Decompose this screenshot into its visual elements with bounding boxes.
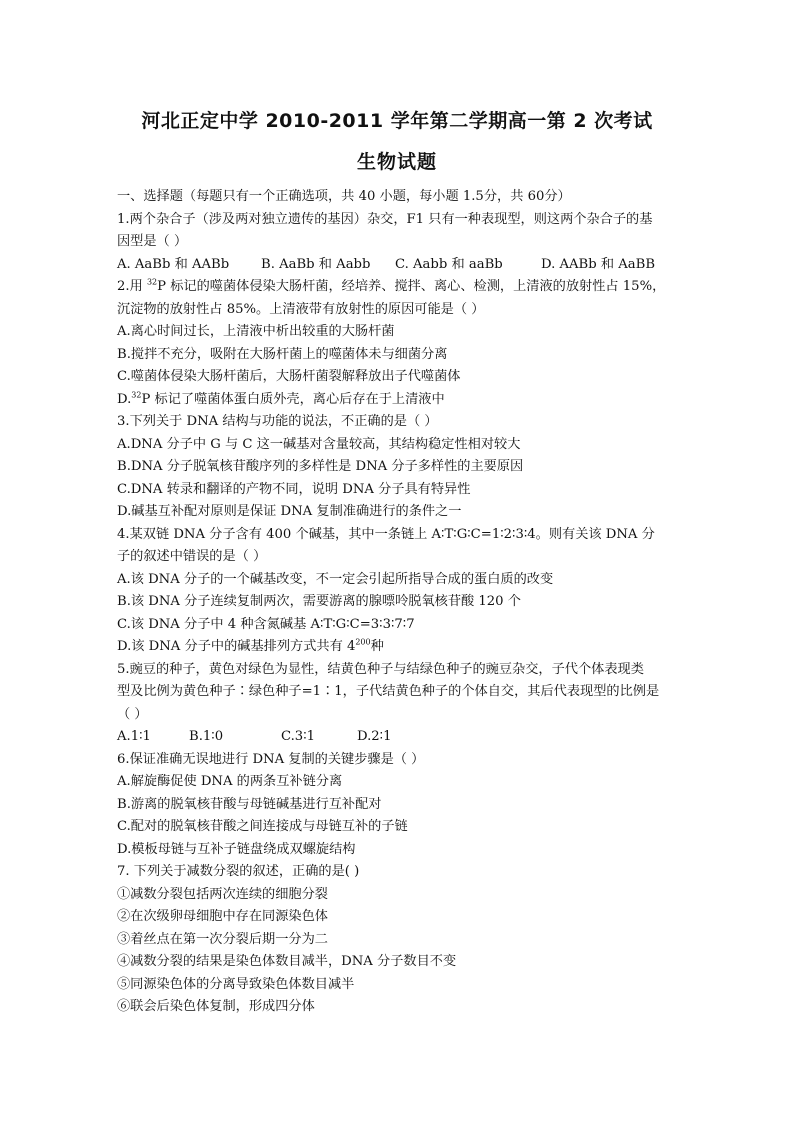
q5-stem-line3: （ ） [117, 706, 148, 722]
q7-item-5: ⑤同源染色体的分离导致染色体数目减半 [117, 976, 355, 992]
q2-stem-line1 [117, 276, 692, 299]
q4-option-d-superscript: 200 [355, 637, 371, 647]
q6-option-c: C.配对的脱氧核苷酸之间连接成与母链互补的子链 [117, 819, 408, 834]
q5-option-c: C.3∶1 [281, 729, 316, 744]
q2-option-d-pre: D. [117, 391, 132, 407]
q4-option-b: B.该 DNA 分子连续复制两次，需要游离的腺嘌呤脱氧核苷酸 120 个 [117, 594, 521, 609]
q6-stem: 6.保证准确无误地进行 DNA 复制的关键步骤是（ ） [117, 751, 425, 767]
q1-option-a: A. AaBb 和 AABb [117, 256, 230, 272]
q7-item-4: ④减数分裂的结果是染色体数目减半，DNA 分子数目不变 [117, 954, 457, 969]
q2-stem-line2: 沉淀物的放射性占 85%。上清液带有放射性的原因可能是（ ） [117, 301, 485, 317]
q1-option-c: C. Aabb 和 aaBb [395, 256, 503, 272]
q5-stem-line2: 型及比例为黄色种子∶绿色种子=1∶1，子代结黄色种子的个体自交，其后代表现型的比例是 [117, 684, 660, 699]
q5-options [117, 726, 692, 749]
q6-option-b: B.游离的脱氧核苷酸与母链碱基进行互补配对 [117, 796, 382, 812]
exam-subtitle: 生物试题 [356, 151, 437, 173]
q1-stem-line2: 因型是（ ） [117, 234, 188, 249]
q4-option-d [117, 636, 692, 659]
q5-option-b: B.1∶0 [189, 729, 224, 744]
q2-option-d-post: P 标记了噬菌体蛋白质外壳，离心后存在于上清液中 [141, 391, 445, 407]
q6-option-d: D.模板母链与互补子链盘绕成双螺旋结构 [117, 841, 356, 857]
q2-option-b: B.搅拌不充分，吸附在大肠杆菌上的噬菌体未与细菌分离 [117, 346, 448, 362]
q7-stem: 7. 下列关于减数分裂的叙述，正确的是( ) [117, 864, 360, 879]
q4-option-d-post: 种 [370, 639, 384, 654]
q7-item-6: ⑥联会后染色体复制，形成四分体 [117, 999, 315, 1014]
questions-body [117, 186, 692, 1019]
q2-option-d-superscript: 32 [131, 390, 142, 400]
q5-stem-line1: 5.豌豆的种子，黄色对绿色为显性，结黄色种子与结绿色种子的豌豆杂交，子代个体表现类 [117, 661, 644, 677]
q5-option-d: D.2∶1 [357, 729, 392, 744]
q4-stem-line1: 4.某双链 DNA 分子含有 400 个碱基，其中一条链上 A∶T∶G∶C=1∶2∶3∶4。则有关该 DNA 分 [117, 526, 655, 542]
q7-item-3: ③着丝点在第一次分裂后期一分为二 [117, 931, 328, 947]
q3-stem: 3.下列关于 DNA 结构与功能的说法，不正确的是（ ） [117, 414, 438, 429]
q4-option-c: C.该 DNA 分子中 4 种含氮碱基 A∶T∶G∶C=3∶3∶7∶7 [117, 616, 415, 632]
q1-option-d: D. AABb 和 AaBB [541, 256, 656, 272]
q1-option-b: B. AaBb 和 Aabb [261, 256, 371, 272]
q6-option-a: A.解旋酶促使 DNA 的两条互补链分离 [117, 774, 343, 789]
q5-option-a: A.1∶1 [117, 729, 151, 744]
q3-option-a: A.DNA 分子中 G 与 C 这一碱基对含量较高，其结构稳定性相对较大 [117, 436, 521, 452]
q4-stem-line2: 子的叙述中错误的是（ ） [117, 549, 267, 564]
q2-option-a: A.离心时间过长，上清液中析出较重的大肠杆菌 [117, 324, 395, 339]
q2-superscript: 32 [146, 277, 158, 287]
q1-stem-line1: 1.两个杂合子（涉及两对独立遗传的基因）杂交，F1 只有一种表现型，则这两个杂合子的基 [117, 211, 653, 227]
q4-option-d-pre: D.该 DNA 分子中的碱基排列方式共有 4 [117, 639, 356, 654]
q3-option-d: D.碱基互补配对原则是保证 DNA 复制准确进行的条件之一 [117, 504, 462, 519]
q2-option-d [117, 389, 692, 412]
q4-option-a: A.该 DNA 分子的一个碱基改变，不一定会引起所指导合成的蛋白质的改变 [117, 571, 554, 587]
q2-stem-post: P 标记的噬菌体侵染大肠杆菌，经培养、搅拌、离心、检测，上清液的放射性占 15%， [157, 279, 666, 294]
q7-item-1: ①减数分裂包括两次连续的细胞分裂 [117, 886, 328, 902]
q7-item-2: ②在次级卵母细胞中存在同源染色体 [117, 909, 328, 924]
q1-options [117, 254, 692, 277]
q2-option-c: C.噬菌体侵染大肠杆菌后，大肠杆菌裂解释放出子代噬菌体 [117, 369, 461, 384]
section-header: 一、选择题（每题只有一个正确选项，共 40 小题，每小题 1.5分，共 60分） [117, 189, 571, 204]
q2-stem-pre: 2.用 [117, 279, 147, 294]
q3-option-b: B.DNA 分子脱氧核苷酸序列的多样性是 DNA 分子多样性的主要原因 [117, 459, 524, 474]
q3-option-c: C.DNA 转录和翻译的产物不同，说明 DNA 分子具有特异性 [117, 481, 471, 497]
exam-title: 河北正定中学 2010-2011 学年第二学期高一第 2 次考试 [141, 110, 653, 132]
